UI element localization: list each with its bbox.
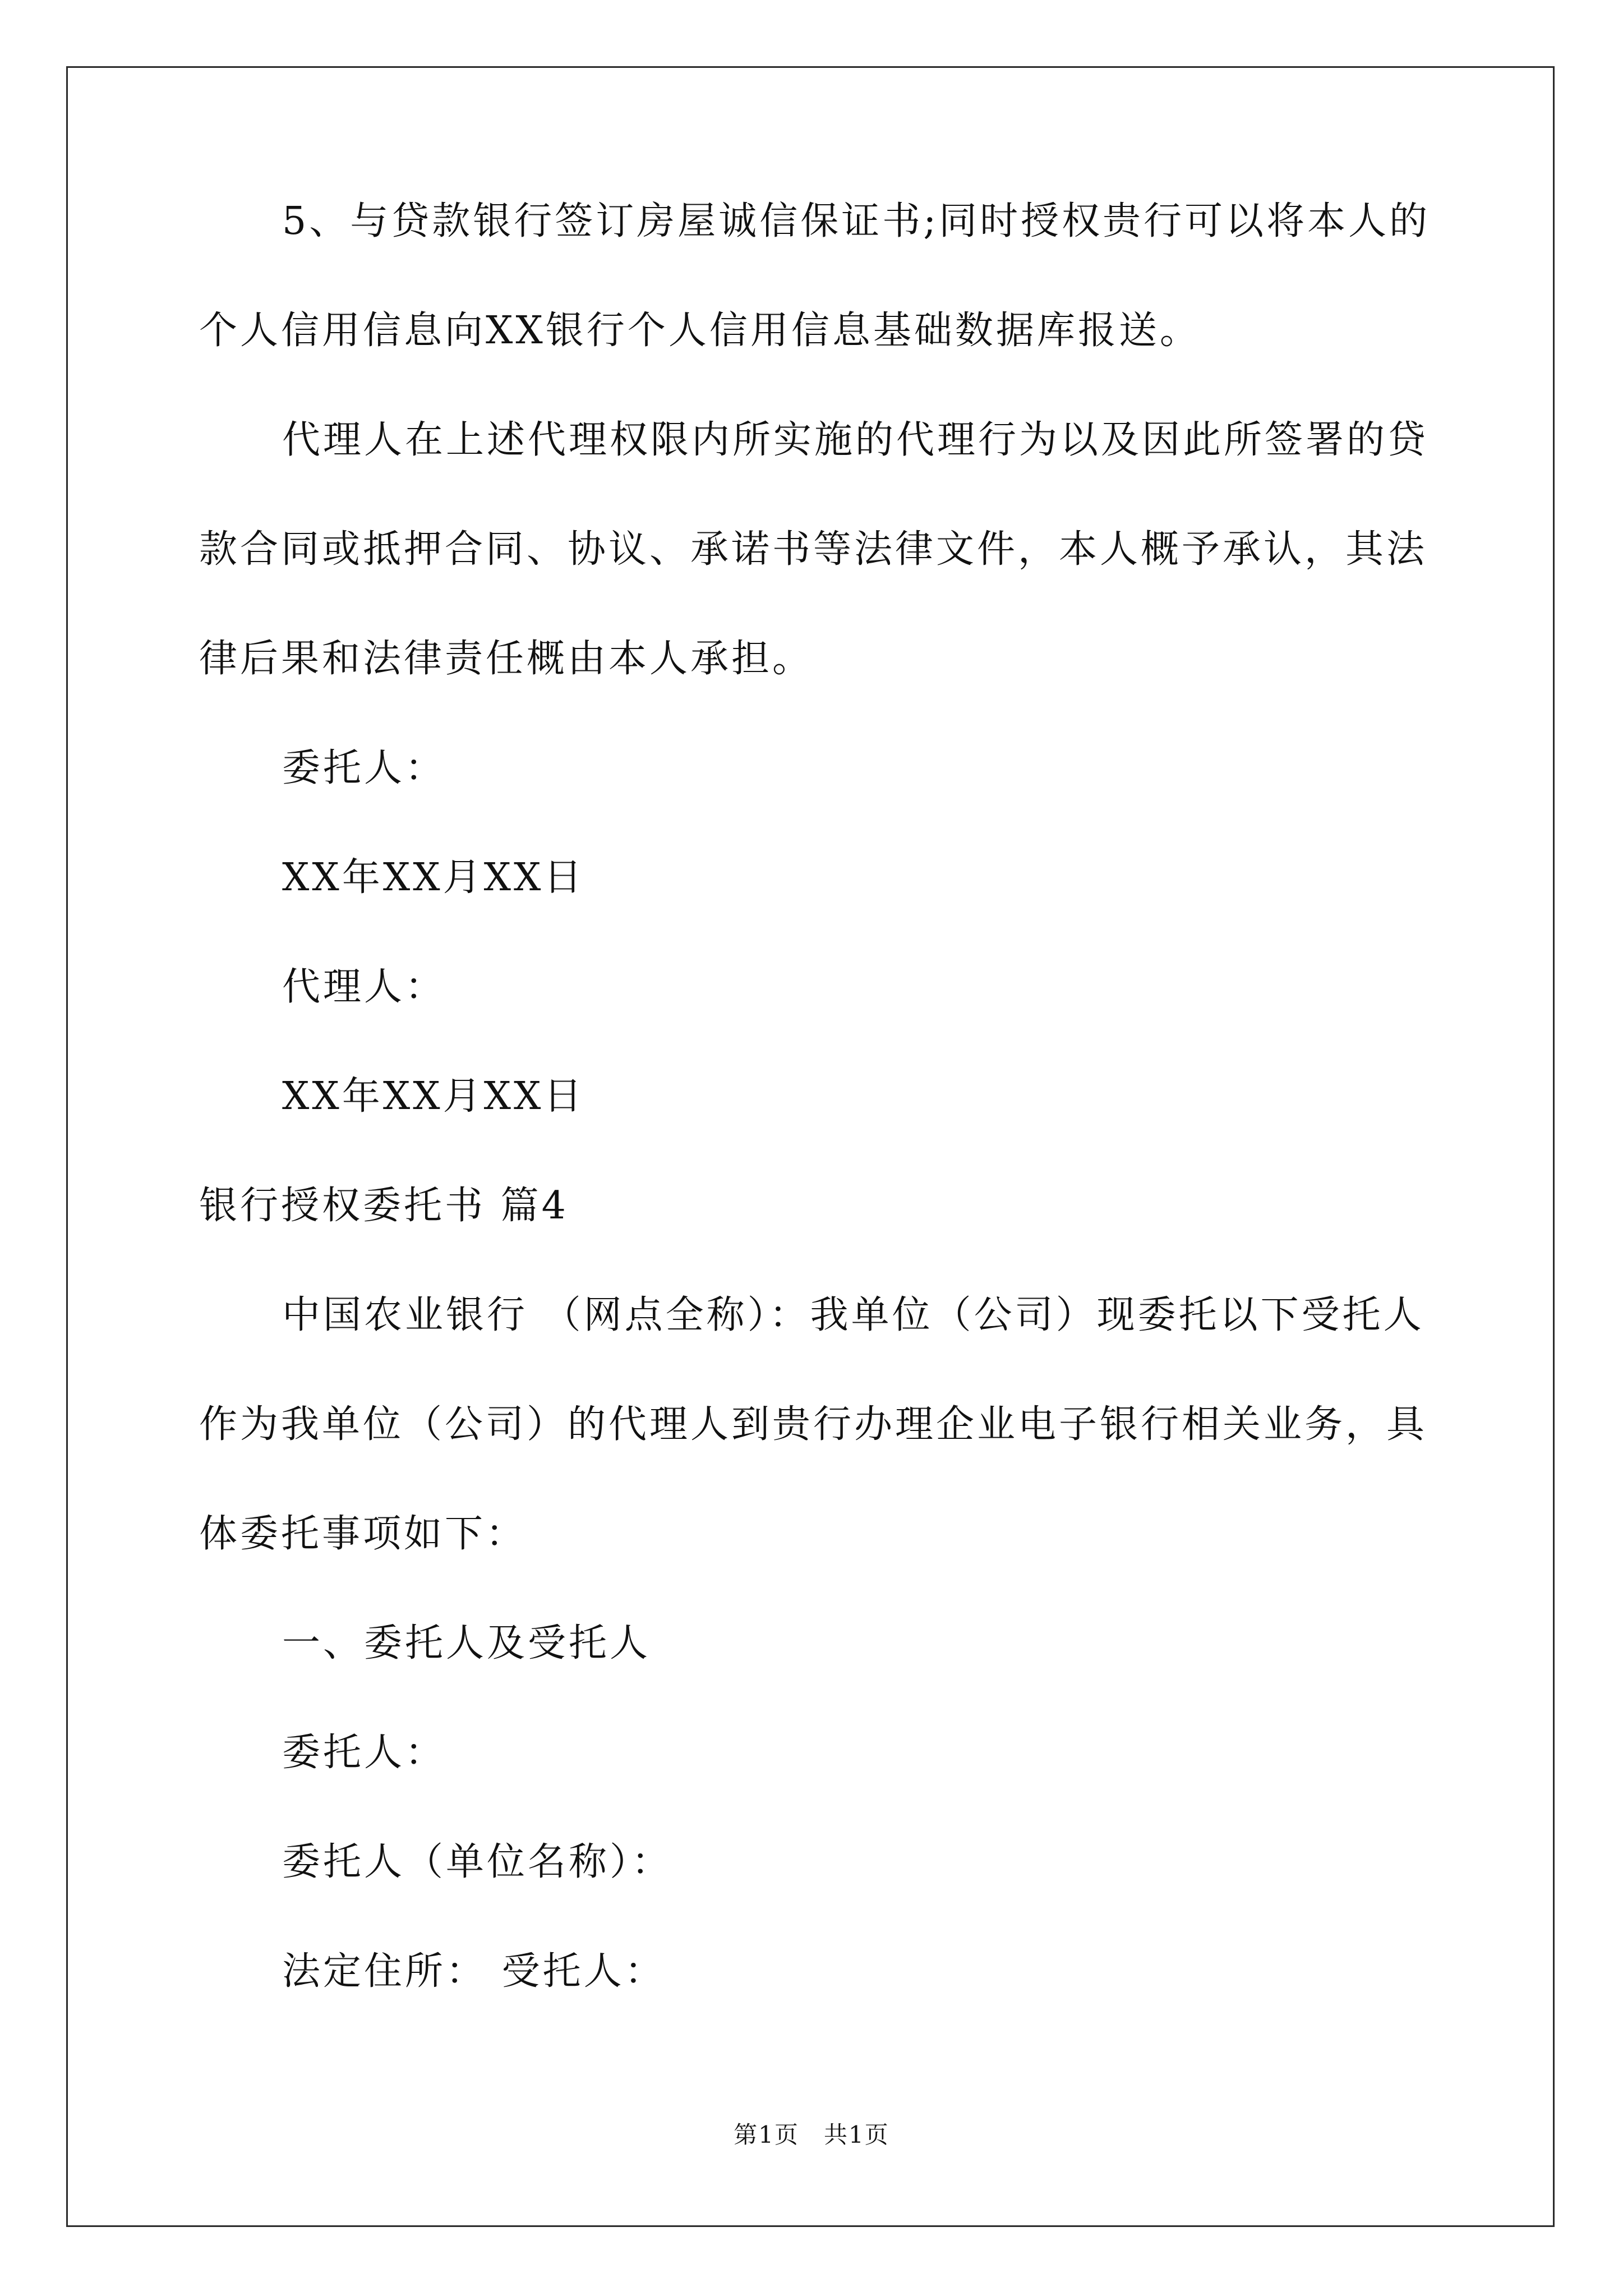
paragraph-line: 作为我单位（公司）的代理人到贵行办理企业电子银行相关业务，具 <box>199 1402 1428 1447</box>
paragraph-line: 5、与贷款银行签订房屋诚信保证书;同时授权贵行可以将本人的 <box>282 199 1431 243</box>
subsection-heading: 一、委托人及受托人 <box>282 1621 651 1665</box>
paragraph-line: 款合同或抵押合同、协议、承诺书等法律文件，本人概予承认，其法 <box>199 527 1428 572</box>
signature-label-agent: 代理人： <box>282 965 446 1009</box>
signature-label-principal: 委托人： <box>282 746 446 790</box>
date-line: XX年XX月XX日 <box>282 1074 585 1119</box>
field-label-principal: 委托人： <box>282 1731 446 1775</box>
page-border <box>66 66 1555 2227</box>
paragraph-line: 律后果和法律责任概由本人承担。 <box>199 637 814 681</box>
paragraph-line: 个人信用信息向XX银行个人信用信息基础数据库报送。 <box>199 309 1201 353</box>
section-heading: 银行授权委托书 篇4 <box>199 1184 569 1228</box>
date-line: XX年XX月XX日 <box>282 855 585 900</box>
paragraph-line: 体委托事项如下： <box>199 1512 527 1556</box>
field-label-principal-name: 委托人（单位名称）： <box>282 1840 673 1884</box>
field-label-address-trustee: 法定住所： 受托人： <box>282 1949 666 1994</box>
paragraph-line: 中国农业银行 （网点全称）：我单位（公司）现委托以下受托人 <box>282 1293 1424 1337</box>
page-footer: 第1页 共1页 <box>734 2121 889 2148</box>
paragraph-line: 代理人在上述代理权限内所实施的代理行为以及因此所签署的贷 <box>282 418 1429 462</box>
